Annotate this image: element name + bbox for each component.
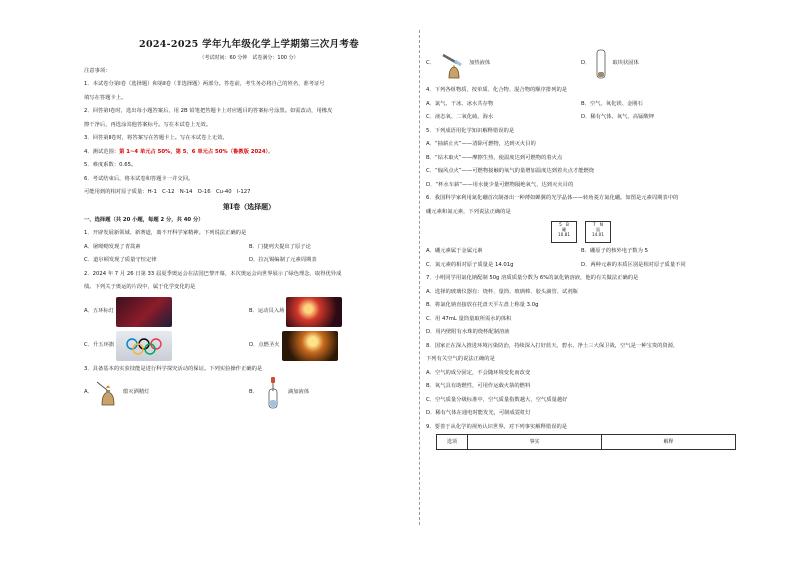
q6-stem-2: 硼元素和氮元素，下列说法正确的是 (426, 208, 511, 215)
note-6: 6．考试结束后，将本试卷和答题卡一并交回。 (84, 175, 194, 182)
q6-option-c: C．氮元素的相对原子质量是 14.01g (426, 261, 514, 268)
header-option: 选项 (437, 435, 468, 450)
exam-title: 2024-2025 学年九年级化学上学期第三次月考卷 (139, 39, 359, 50)
q3-options-ab (84, 376, 414, 410)
q4-option-b: B．空气、氧化镁、金刚石 (581, 100, 643, 107)
q9-stem: 9．要善于从化学的视角认识世界。对下列事实解释错误的是 (426, 423, 568, 430)
dropper-test-tube-icon (258, 376, 288, 410)
olympic-flame-photo (282, 331, 338, 361)
q2-option-a-label: A．五环标灯 (84, 307, 115, 314)
q5-option-a: A．“抽薪止火”——清除可燃物，达到灭火目的 (426, 141, 536, 147)
q2-options-cd (84, 329, 414, 363)
note-4-prefix: 4．测试范围： (84, 148, 120, 155)
q3-option-d-letter: D． (581, 60, 591, 67)
q8-option-a: A．空气的成分固定，不会随环境变化而改变 (426, 369, 531, 376)
notice-heading: 注意事项： (84, 67, 111, 74)
q2-stem-2: 绩。下列关于奥运的片段中，属于化学变化的是 (84, 284, 196, 290)
q1-option-d: D．拉瓦锡编制了元素周期表 (249, 257, 317, 263)
q3-option-b-letter: B． (249, 389, 258, 396)
q7-option-c: C．用 47mL 量筒量取所需水的体积 (426, 315, 512, 322)
q3-option-c (426, 47, 581, 81)
periodic-table-excerpt (426, 219, 736, 245)
column-divider (419, 30, 420, 525)
boron-mass: 10.81 (558, 231, 570, 237)
q6-options-cd (426, 259, 736, 273)
part-heading: 一、选择题（共 20 小题，每题 2 分，共 40 分） (84, 216, 204, 223)
q4-option-d: D．稀有气体、氧气、高锰酸钾 (581, 114, 654, 120)
header-explanation: 解释 (602, 435, 736, 450)
q3-option-c-letter: C． (426, 60, 435, 67)
boron-number: 5 B (559, 222, 569, 227)
nitrogen-mass: 14.01 (592, 231, 604, 237)
q6-option-d: D．两种元素的本质区别是相对原子质量不同 (581, 261, 686, 268)
q2-stem-1: 2．2024 年 7 月 26 日第 33 届夏季奥运会在法国巴黎开幕，本次奥运会向世界展示了绿色理念，取得优异成 (84, 270, 342, 277)
q3-option-a-letter: A． (84, 389, 93, 396)
q3-option-b (249, 376, 414, 410)
olympic-rings-lamp-photo (116, 297, 172, 327)
right-column (426, 34, 736, 450)
athletes-entry-photo (286, 297, 342, 327)
q4-options-ab (426, 98, 736, 112)
test-tube-solid-icon (590, 47, 612, 81)
left-column (84, 34, 414, 410)
nitrogen-name: 氮 (595, 226, 601, 232)
q5-option-d: D．“杯水车薪”——用水使少量可燃物隔绝氧气，达到灭火目的 (426, 181, 574, 188)
q7-option-b: B．将氯化钠直接放在托盘天平左盘上称量 3.0g (426, 302, 539, 308)
q2-option-b-label: B．运动员入场 (249, 307, 285, 314)
note-1-cont: 填写在答题卡上。 (84, 94, 127, 101)
note-2-cont: 擦干净后，再选涂其他答案标号。写在本试卷上无效。 (84, 121, 212, 128)
alcohol-lamp-icon (93, 378, 123, 408)
q5-stem: 5．下列成语用化学知识解释错误的是 (426, 127, 515, 134)
q3-option-a (84, 378, 249, 408)
q7-option-d: D．用内壁附有水珠的烧杯配制溶液 (426, 329, 510, 335)
q3-option-b-label: 滴加液体 (287, 389, 310, 396)
q2-option-a (84, 297, 249, 327)
q5-option-b: B．“钻木取火”——摩擦生热，使温度达到可燃物的着火点 (426, 154, 563, 161)
q2-option-d (249, 331, 414, 361)
q2-option-c-label: C．升五环旗 (84, 341, 115, 348)
q6-option-b: B．硼原子的核外电子数为 5 (581, 248, 648, 254)
atomic-mass-line: 可能用到的相对原子质量：H-1 C-12 N-14 O-16 Cu-40 I-127 (84, 189, 251, 195)
note-1: 1．本试卷分第Ⅰ卷（选择题）和第Ⅱ卷（非选择题）两部分。答卷前，考生务必将自己的姓名、准考证号 (84, 81, 325, 87)
q3-options-cd (426, 44, 736, 84)
exam-subtitle: （考试时间：60 分钟 试卷满分：100 分） (199, 54, 299, 61)
olympic-rings-icon (116, 331, 172, 361)
nitrogen-cell (585, 221, 611, 243)
boron-name: 硼 (561, 226, 567, 232)
test-scope: 第 1~4 单元占 50%，第 5、6 单元占 50%（鲁教版 2024） (119, 148, 269, 155)
note-3: 3．回答第Ⅱ卷时，将答案写在答题卡上。写在本试卷上无效。 (84, 135, 228, 141)
q2-option-d-label: D．点燃圣火 (249, 341, 280, 348)
q6-stem-1: 6．我国科学家利用氮化硼首次制备出一种薄如蝉翼的光学晶体——转角菱方氮化硼。如图是元素周期表中的 (426, 195, 679, 201)
q1-options-cd (84, 254, 414, 268)
q7-option-a: A．选择的玻璃仪器有：烧杯、量筒、玻璃棒、胶头滴管、试剂瓶 (426, 288, 578, 295)
q2-option-c (84, 331, 249, 361)
q1-options-ab (84, 241, 414, 255)
q1-stem: 1．开辟发展新领域、新赛道，离不开科学家精神。下列说法正确的是 (84, 230, 247, 236)
q2-option-b (249, 297, 414, 327)
nitrogen-number: 7 N (593, 222, 603, 227)
q8-stem-1: 8．国家正在深入推进环境污染防治，持续深入打好蓝天、碧水、净土三大保卫战，空气是一种宝贵的资源， (426, 342, 679, 349)
heating-liquid-icon (435, 47, 469, 81)
q5-option-c: C．“煽风点火”——可燃物接触的氧气的量增加温度达到着火点才能燃烧 (426, 168, 595, 174)
q8-option-c: C．空气质量分级标准中，空气质量指数越大，空气质量越好 (426, 396, 568, 403)
q6-options-ab (426, 245, 736, 259)
q8-option-b: B．氧气具有助燃性，可用作运载火箭的燃料 (426, 383, 531, 389)
q3-option-a-label: 熄灭酒精灯 (122, 389, 150, 396)
note-4-suffix: 。 (268, 148, 274, 155)
q8-option-d: D．稀有气体在通电时能发光，可制成霓虹灯 (426, 410, 531, 416)
table-header-row (437, 435, 736, 450)
q2-options-ab (84, 295, 414, 329)
q9-table (436, 434, 736, 450)
q3-option-c-label: 加热液体 (469, 60, 491, 67)
q3-stem: 3．具备基本的实验技能是进行科学探究活动的保证。下列实验操作正确的是 (84, 365, 263, 372)
q1-option-a: A．屠呦呦发现了青蒿素 (84, 243, 141, 250)
olympic-flag-photo (116, 331, 172, 361)
q4-option-a: A．氯气、干冰、冰水共存物 (426, 100, 494, 107)
q1-option-b: B．门捷列夫提出了原子论 (249, 243, 311, 250)
q3-option-d (581, 47, 736, 81)
header-fact: 事实 (468, 435, 602, 450)
q4-options-cd (426, 111, 736, 125)
q3-option-d-label: 取块状固体 (612, 60, 639, 67)
note-5: 5．难度系数：0.65。 (84, 162, 137, 168)
q8-stem-2: 下列有关空气的说法正确的是 (426, 356, 495, 362)
note-4 (84, 146, 414, 160)
q7-stem: 7．小明同学用氯化钠配制 50g 溶质质量分数为 6%的氯化钠溶液，他的有关做法正确的是 (426, 275, 639, 281)
q4-stem: 4．下列各组物质，按单质、化合物、混合物的顺序排列的是 (426, 87, 568, 93)
q6-option-a: A．硼元素属于金属元素 (426, 248, 483, 254)
boron-cell (551, 221, 577, 243)
note-2: 2．回答第Ⅰ卷时，选出每小题答案后，用 2B 铅笔把答题卡上对应题目的答案标号涂黑。如需改动，用橡皮 (84, 108, 333, 114)
section-title: 第Ⅰ卷（选择题） (222, 201, 276, 211)
q1-option-c: C．道尔顿发现了质量守恒定律 (84, 257, 157, 263)
q4-option-c: C．液态氧、二氧化硫、海水 (426, 114, 494, 120)
